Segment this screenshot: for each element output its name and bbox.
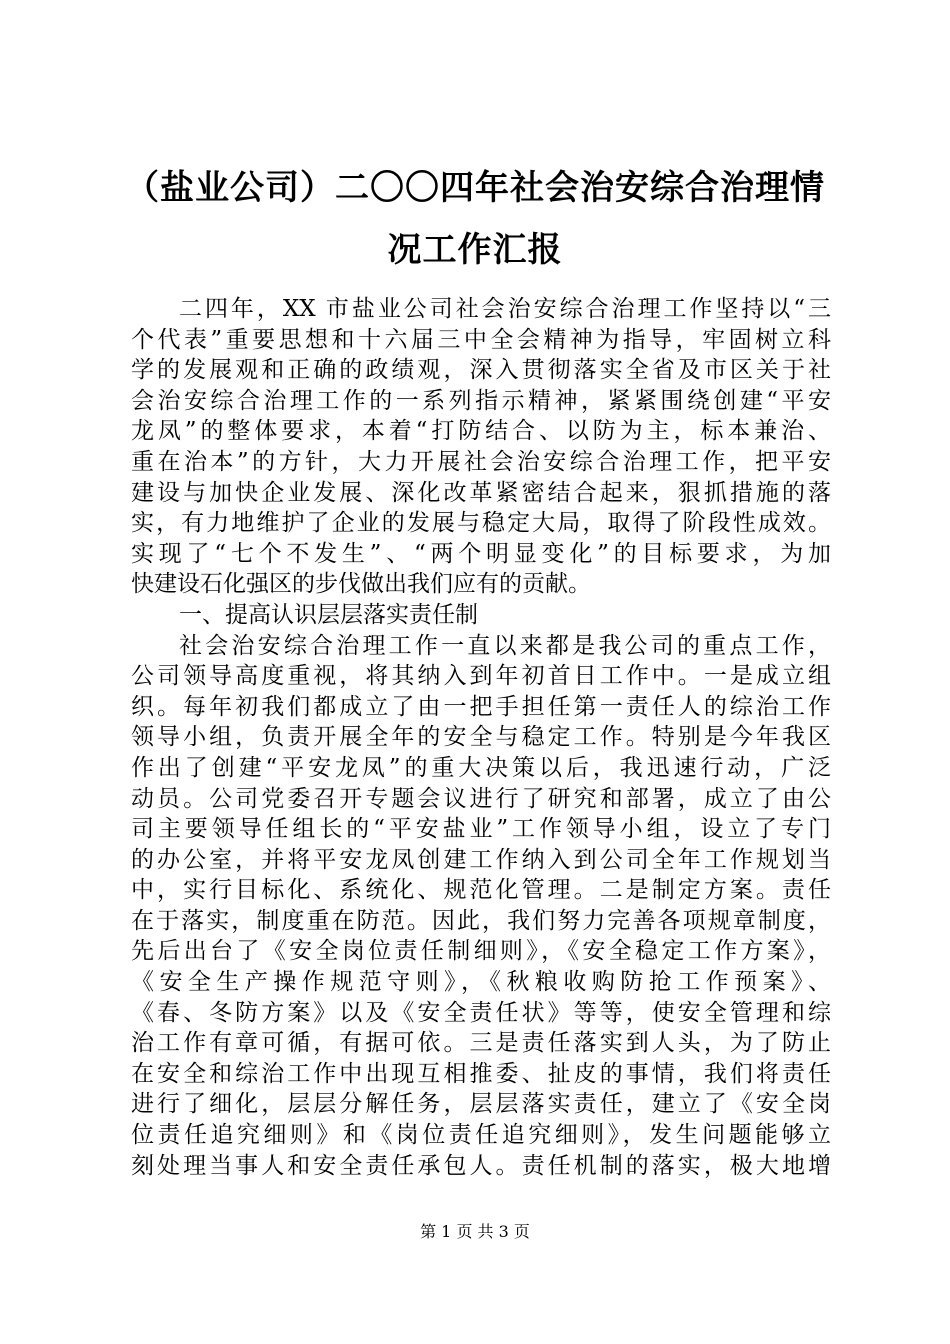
body-line: 龙凤”的整体要求，本着“打防结合、以防为主，标本兼治、 bbox=[131, 418, 831, 445]
body-line: 领导小组，负责开展全年的安全与稳定工作。特别是今年我区 bbox=[131, 724, 831, 751]
body-line: 在于落实，制度重在防范。因此，我们努力完善各项规章制度， bbox=[131, 907, 831, 934]
body-line: 快建设石化强区的步伐做出我们应有的贡献。 bbox=[131, 571, 591, 598]
body-line: 个代表”重要思想和十六届三中全会精神为指导，牢固树立科 bbox=[131, 326, 831, 353]
body-line: 织。每年初我们都成立了由一把手担任第一责任人的综治工作 bbox=[131, 693, 831, 720]
body-line: 实，有力地维护了企业的发展与稳定大局，取得了阶段性成效。 bbox=[131, 510, 831, 537]
body-line: 公司领导高度重视，将其纳入到年初首日工作中。一是成立组 bbox=[131, 663, 831, 690]
body-line: 二四年，XX 市盐业公司社会治安综合治理工作坚持以“三 bbox=[179, 296, 831, 322]
body-line: 刻处理当事人和安全责任承包人。责任机制的落实，极大地增 bbox=[131, 1152, 831, 1179]
body-line: 作出了创建“平安龙凤”的重大决策以后，我迅速行动，广泛 bbox=[131, 754, 831, 781]
body-line: 重在治本”的方针，大力开展社会治安综合治理工作，把平安 bbox=[131, 448, 831, 475]
body-line: 进行了细化，层层分解任务，层层落实责任，建立了《安全岗 bbox=[131, 1091, 831, 1118]
body-line: 实现了“七个不发生”、“两个明显变化”的目标要求，为加 bbox=[131, 540, 831, 567]
document-body bbox=[131, 294, 831, 1181]
body-line: 中，实行目标化、系统化、规范化管理。二是制定方案。责任 bbox=[131, 877, 831, 904]
body-line: 司主要领导任组长的“平安盐业”工作领导小组，设立了专门 bbox=[131, 816, 831, 843]
body-line: 会治安综合治理工作的一系列指示精神，紧紧围绕创建“平安 bbox=[131, 387, 831, 414]
body-line: 《春、冬防方案》以及《安全责任状》等等，使安全管理和综 bbox=[131, 999, 831, 1026]
body-line: 学的发展观和正确的政绩观，深入贯彻落实全省及市区关于社 bbox=[131, 357, 831, 384]
body-line: 在安全和综治工作中出现互相推委、扯皮的事情，我们将责任 bbox=[131, 1060, 831, 1087]
body-line: 社会治安综合治理工作一直以来都是我公司的重点工作， bbox=[179, 632, 831, 659]
body-line: 《安全生产操作规范守则》，《秋粮收购防抢工作预案》、 bbox=[131, 969, 831, 996]
document-title-line-1: （盐业公司）二〇〇四年社会治安综合治理情 bbox=[125, 168, 825, 208]
page-number-footer: 第 1 页 共 3 页 bbox=[420, 1222, 530, 1241]
document-title-line-2: 况工作汇报 bbox=[387, 230, 563, 270]
section-heading: 一、提高认识层层落实责任制 bbox=[179, 601, 478, 628]
body-line: 位责任追究细则》和《岗位责任追究细则》，发生问题能够立 bbox=[131, 1122, 831, 1149]
body-line: 建设与加快企业发展、深化改革紧密结合起来，狠抓措施的落 bbox=[131, 479, 831, 506]
body-line: 治工作有章可循，有据可依。三是责任落实到人头，为了防止 bbox=[131, 1030, 831, 1057]
body-line: 先后出台了《安全岗位责任制细则》，《安全稳定工作方案》， bbox=[131, 938, 831, 965]
body-line: 的办公室，并将平安龙凤创建工作纳入到公司全年工作规划当 bbox=[131, 846, 831, 873]
body-line: 动员。公司党委召开专题会议进行了研究和部署，成立了由公 bbox=[131, 785, 831, 812]
